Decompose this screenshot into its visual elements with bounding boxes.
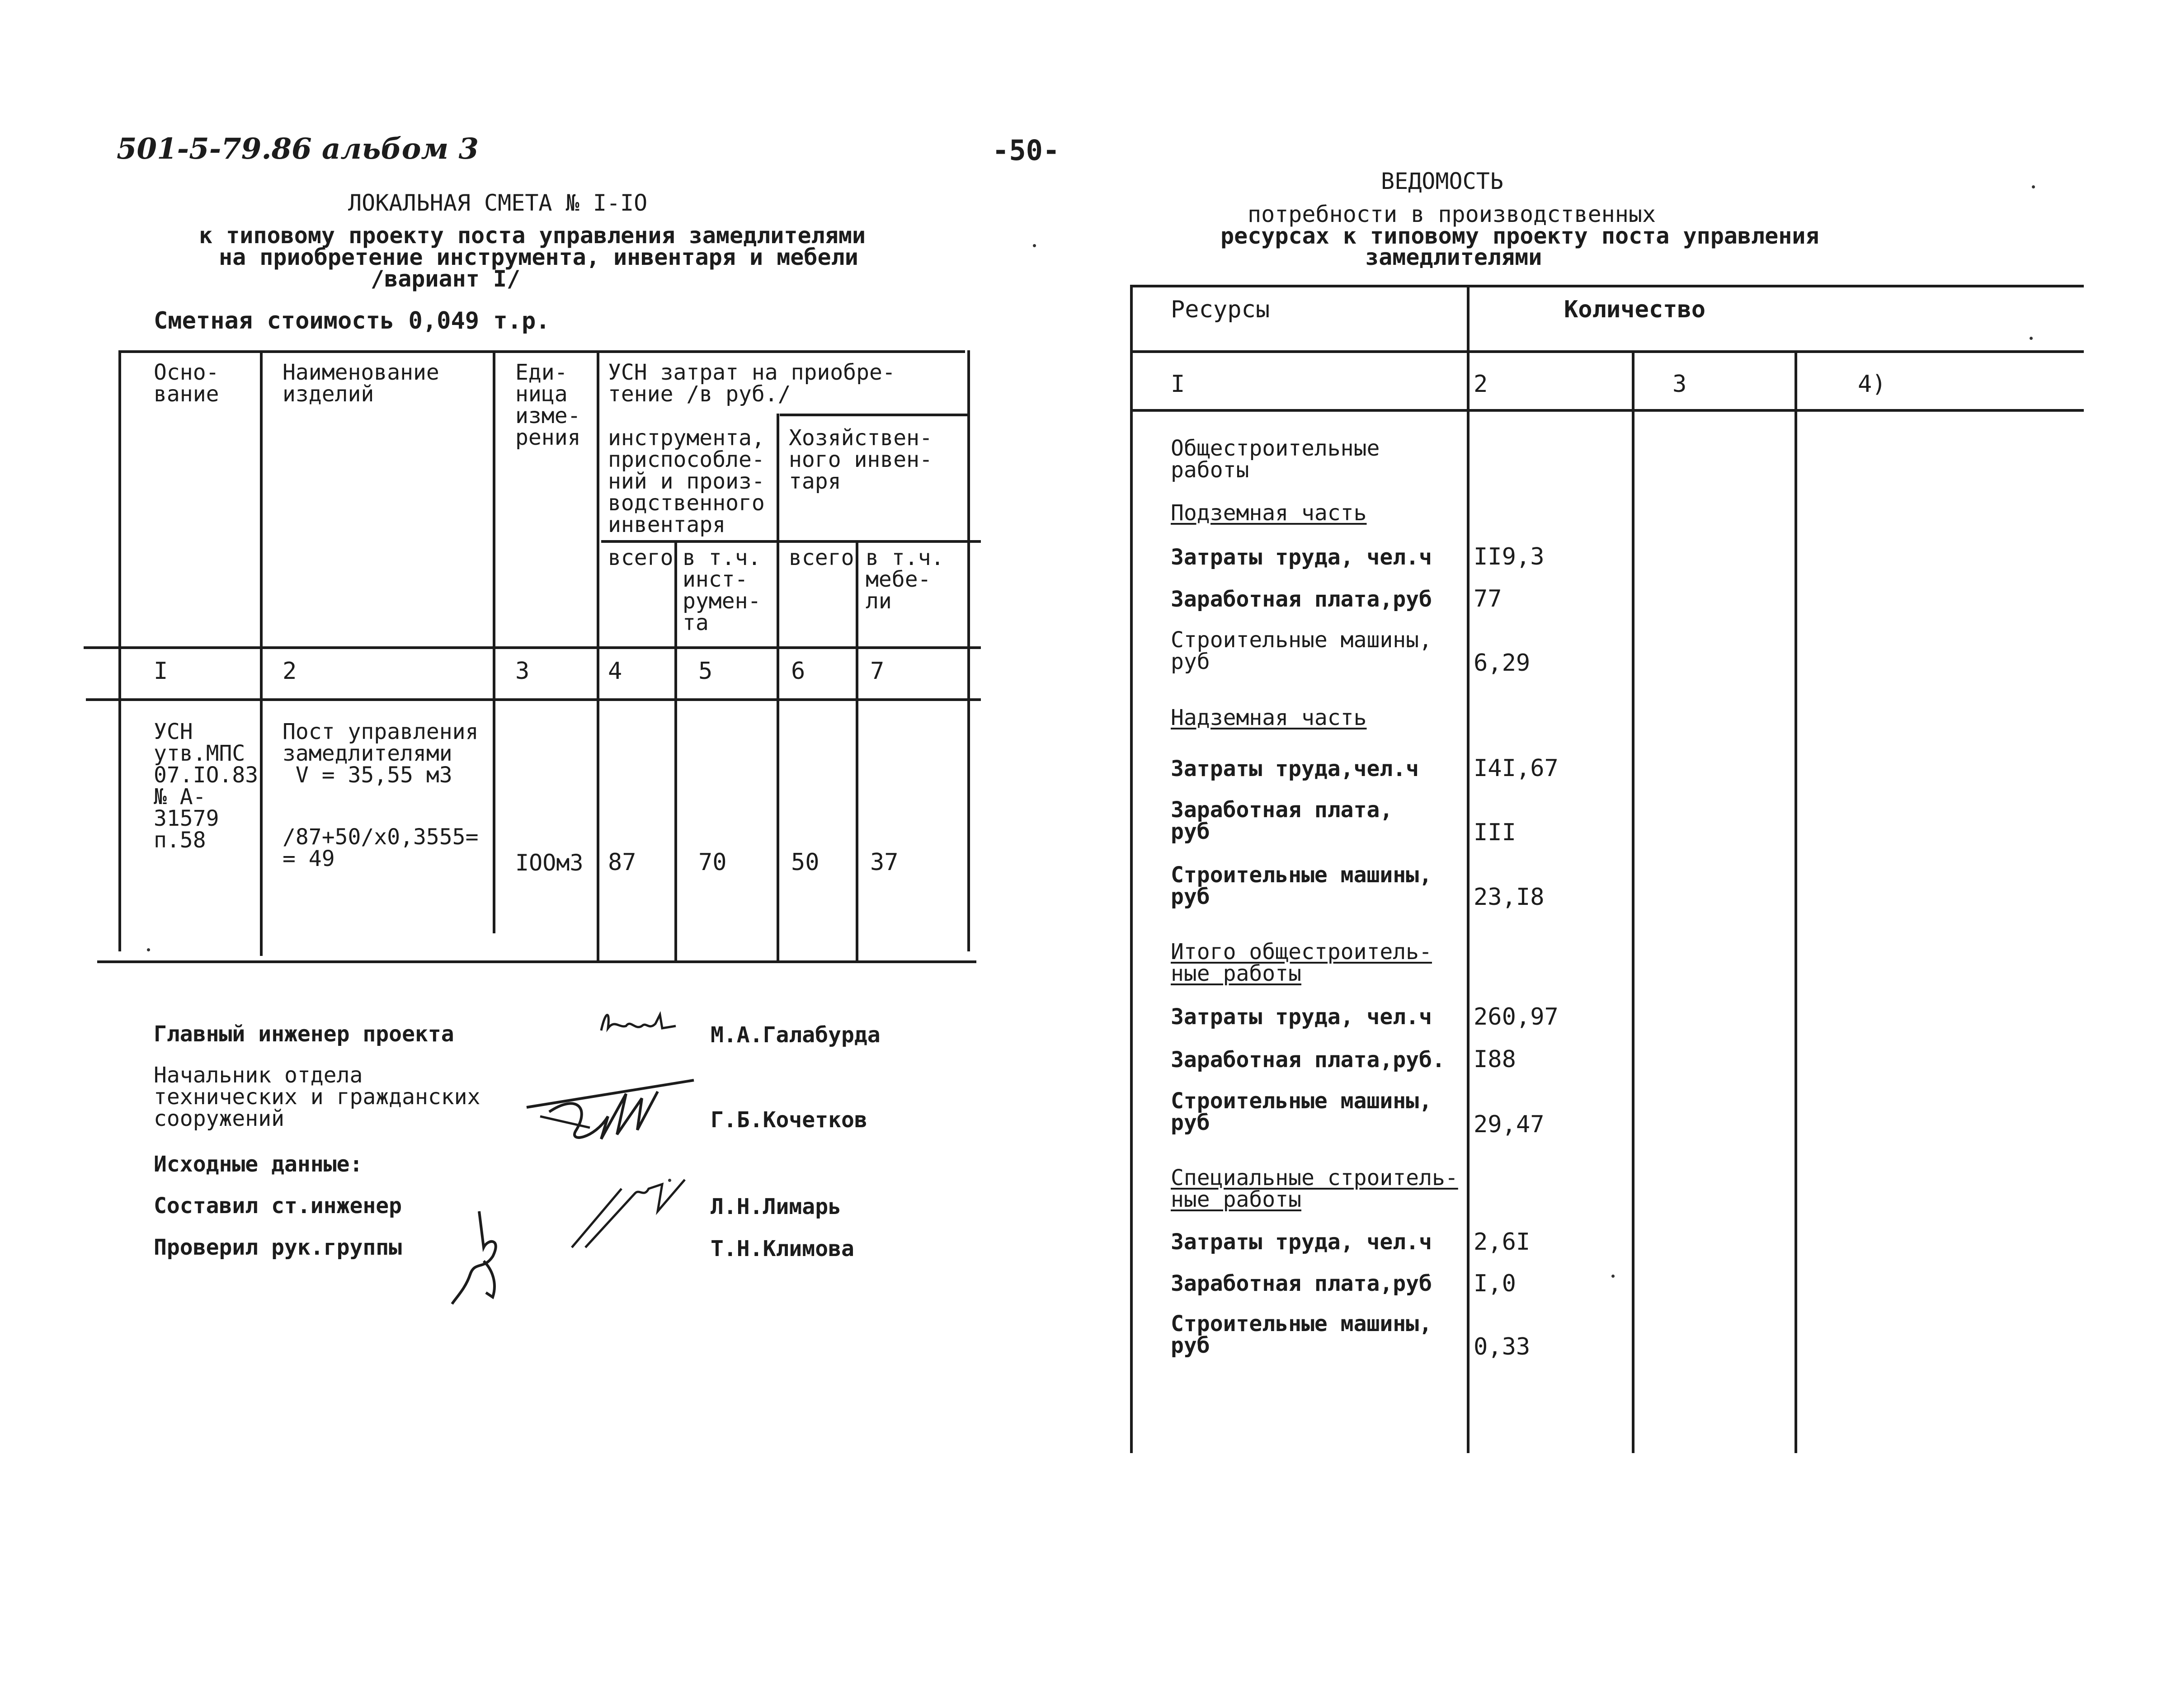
table-rule-subheader xyxy=(601,540,981,543)
row-value-wages-4: I,0 xyxy=(1474,1270,1516,1297)
estimate-subtitle-1: к типовому проекту поста управления замедлителями xyxy=(199,222,866,249)
list-item-general-total: Итого общестроитель- ные работы xyxy=(1171,939,1432,986)
row-label-wages-3: Заработная плата,руб. xyxy=(1171,1047,1445,1073)
scan-speck xyxy=(2032,185,2035,188)
table-rule-header-bottom xyxy=(84,646,981,649)
table-divider-1 xyxy=(260,350,263,956)
statement-col-number-1: I xyxy=(1171,371,1185,398)
row-value-machines-4: 0,33 xyxy=(1474,1333,1531,1360)
header-basis: Осно- вание xyxy=(154,360,219,407)
row-incl-tools: 70 xyxy=(698,849,727,876)
header-name: Наименование изделий xyxy=(283,360,439,407)
row-incl-furniture: 37 xyxy=(870,849,899,876)
source-data-label: Исходные данные: xyxy=(154,1152,363,1177)
compiled-by-label: Составил ст.инженер xyxy=(154,1193,402,1219)
list-item-aboveground: Надземная часть xyxy=(1171,705,1367,730)
row-label-labor-2: Затраты труда,чел.ч xyxy=(1171,756,1419,781)
table-rule-costs xyxy=(780,414,970,416)
statement-divider-2 xyxy=(1632,350,1634,1453)
chief-engineer-label: Главный инженер проекта xyxy=(154,1021,454,1047)
header-tools: инструмента, приспособле- ний и произ- водственного инвентаря xyxy=(608,425,765,537)
row-label-labor-1: Затраты труда, чел.ч xyxy=(1171,545,1432,570)
statement-title: ВЕДОМОСТЬ xyxy=(1381,168,1503,194)
statement-divider-3 xyxy=(1795,350,1797,1453)
col-number-1: I xyxy=(154,658,168,685)
row-label-labor-3: Затраты труда, чел.ч xyxy=(1171,1004,1432,1030)
col-number-3: 3 xyxy=(515,658,530,685)
statement-col-number-3: 3 xyxy=(1672,371,1687,398)
scan-speck xyxy=(2030,337,2033,340)
table-divider-5 xyxy=(777,414,779,960)
table-divider-2 xyxy=(493,350,495,933)
row-label-wages-4: Заработная плата,руб xyxy=(1171,1271,1432,1296)
table-rule-numbers-bottom xyxy=(86,698,981,701)
row-value-labor-1: II9,3 xyxy=(1474,543,1545,570)
row-value-machines-3: 29,47 xyxy=(1474,1111,1545,1138)
chief-engineer-name: М.А.Галабурда xyxy=(711,1022,881,1048)
statement-rule-header xyxy=(1132,350,2084,353)
signature-chief-engineer xyxy=(592,1006,683,1042)
statement-rule-top xyxy=(1132,285,2084,287)
table-rule-top xyxy=(120,350,965,353)
estimated-cost: Сметная стоимость 0,049 т.р. xyxy=(154,307,550,334)
row-value-labor-3: 260,97 xyxy=(1474,1003,1559,1030)
scan-speck xyxy=(668,1179,671,1182)
row-value-wages-3: I88 xyxy=(1474,1046,1516,1073)
statement-header-quantity: Количество xyxy=(1564,296,1706,323)
row-unit: IOOм3 xyxy=(515,850,584,876)
row-total-b: 50 xyxy=(791,849,820,876)
col-number-2: 2 xyxy=(283,658,297,685)
row-name: Пост управления замедлителями V = 35,55 м3 xyxy=(283,719,479,788)
row-value-labor-2: I4I,67 xyxy=(1474,755,1559,782)
header-incl-furniture: в т.ч. мебе- ли xyxy=(866,545,944,614)
col-number-6: 6 xyxy=(791,658,805,685)
statement-header-resources: Ресурсы xyxy=(1171,296,1270,323)
signature-compiler xyxy=(567,1171,703,1252)
statement-col-number-4: 4) xyxy=(1858,371,1886,398)
table-divider-4 xyxy=(674,540,677,960)
dept-head-label: Начальник отдела технических и гражданских сооружений xyxy=(154,1063,480,1131)
estimate-subtitle-3: /вариант I/ xyxy=(371,266,521,292)
estimate-title: ЛОКАЛЬНАЯ СМЕТА № I-IO xyxy=(348,190,648,216)
header-total-a: всего xyxy=(608,545,674,570)
list-item-general-works: Общестроительные работы xyxy=(1171,436,1380,483)
table-divider-6 xyxy=(856,540,858,960)
document-code: 501-5-79.86 альбом 3 xyxy=(117,132,479,166)
scan-speck xyxy=(1611,1275,1615,1278)
signature-checker xyxy=(447,1207,515,1311)
statement-border-left xyxy=(1130,285,1133,1453)
row-label-machines-2: Строительные машины, руб xyxy=(1171,862,1432,909)
row-label-machines-3: Строительные машины, руб xyxy=(1171,1088,1432,1135)
page-number: -50- xyxy=(992,134,1060,167)
row-value-wages-1: 77 xyxy=(1474,585,1502,612)
col-number-5: 5 xyxy=(698,658,713,685)
row-value-machines-2: 23,I8 xyxy=(1474,884,1545,911)
header-household: Хозяйствен- ного инвен- таря xyxy=(789,425,933,494)
table-divider-3 xyxy=(597,350,599,960)
dept-head-name: Г.Б.Кочетков xyxy=(711,1107,867,1133)
table-border-right xyxy=(967,350,970,951)
row-label-wages-1: Заработная плата,руб xyxy=(1171,587,1432,612)
statement-divider-1 xyxy=(1467,285,1470,1453)
checked-by-name: Т.Н.Климова xyxy=(711,1236,854,1261)
list-item-underground: Подземная часть xyxy=(1171,500,1367,526)
header-unit: Еди- ница изме- рения xyxy=(515,360,581,450)
table-border-left xyxy=(118,350,121,951)
row-label-wages-2: Заработная плата, руб xyxy=(1171,797,1393,844)
row-total-a: 87 xyxy=(608,849,636,876)
row-basis: УСН утв.МПС 07.IO.83 № А- 31579 п.58 xyxy=(154,719,259,853)
statement-subtitle-1: потребности в производственных xyxy=(1248,201,1656,227)
scan-speck xyxy=(1033,244,1036,247)
scan-speck xyxy=(147,948,150,951)
row-formula: /87+50/x0,3555= = 49 xyxy=(283,824,479,871)
header-costs: УСН затрат на приобре- тение /в руб./ xyxy=(608,360,895,407)
compiled-by-name: Л.Н.Лимарь xyxy=(711,1194,841,1219)
row-label-machines-1: Строительные машины, руб xyxy=(1171,627,1432,674)
statement-subtitle-3: замедлителями xyxy=(1365,244,1542,270)
estimate-subtitle-2: на приобретение инструмента, инвентаря и мебели xyxy=(219,244,858,270)
signature-dept-head xyxy=(522,1067,703,1148)
row-value-labor-4: 2,6I xyxy=(1474,1228,1531,1256)
col-number-4: 4 xyxy=(608,658,622,685)
list-item-special-works: Специальные строитель- ные работы xyxy=(1171,1165,1458,1212)
statement-col-number-2: 2 xyxy=(1474,371,1488,398)
statement-subtitle-2: ресурсах к типовому проекту поста управления xyxy=(1220,223,1819,249)
header-total-b: всего xyxy=(789,545,854,570)
row-label-labor-4: Затраты труда, чел.ч xyxy=(1171,1229,1432,1255)
statement-rule-numbers xyxy=(1132,409,2084,412)
table-rule-bottom xyxy=(97,960,976,963)
col-number-7: 7 xyxy=(870,658,885,685)
header-incl-tools: в т.ч. инст- румен- та xyxy=(683,545,761,635)
checked-by-label: Проверил рук.группы xyxy=(154,1235,402,1260)
row-label-machines-4: Строительные машины, руб xyxy=(1171,1311,1432,1358)
row-value-wages-2: III xyxy=(1474,819,1516,846)
row-value-machines-1: 6,29 xyxy=(1474,649,1531,677)
